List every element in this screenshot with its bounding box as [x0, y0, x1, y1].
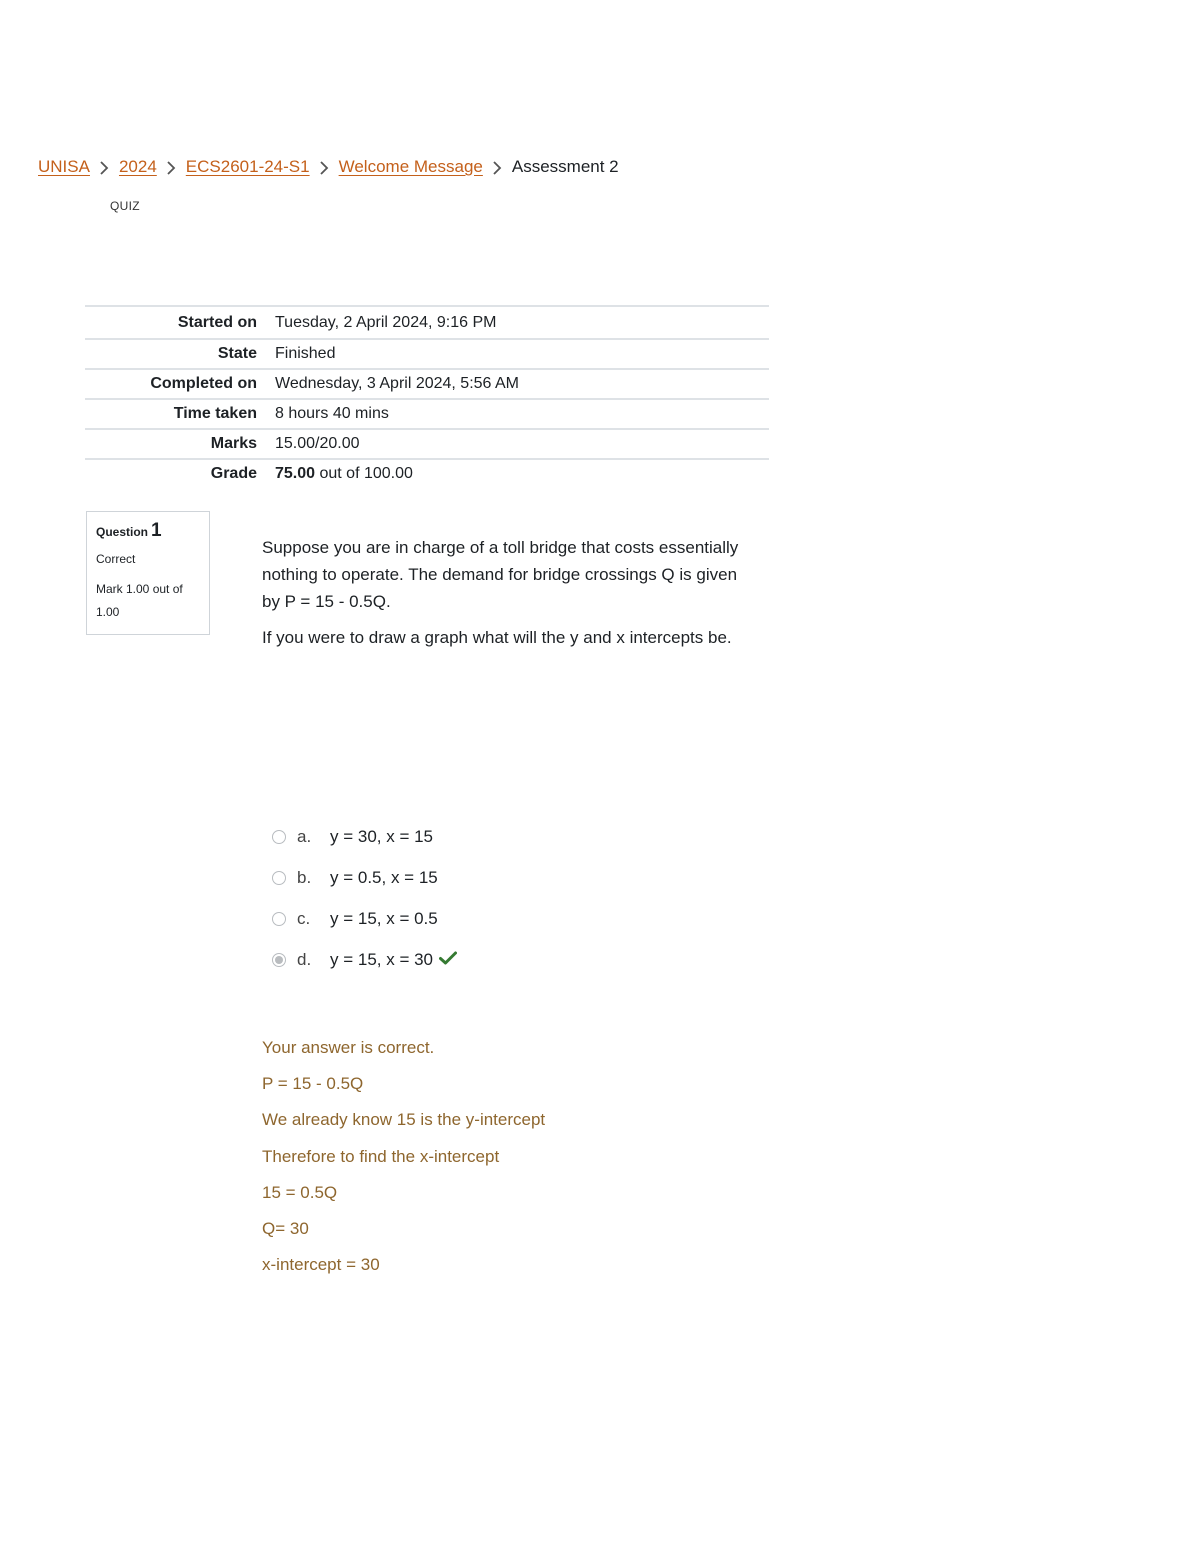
- summary-value: 15.00/20.00: [275, 435, 360, 452]
- breadcrumb-link-course[interactable]: ECS2601-24-S1: [185, 157, 310, 176]
- breadcrumb-link-year[interactable]: 2024: [118, 157, 157, 176]
- question-info-box: [86, 511, 210, 635]
- summary-label: Completed on: [150, 375, 257, 392]
- question-text: [262, 534, 752, 660]
- grade-out-of: out of 100.00: [315, 465, 413, 482]
- option-letter: b.: [297, 867, 312, 887]
- question-number-value: 1: [151, 520, 162, 541]
- grade-value: 75.00: [275, 465, 316, 482]
- answer-option-a[interactable]: [272, 816, 457, 857]
- option-text: y = 30, x = 15: [330, 826, 434, 846]
- feedback-line: Q= 30: [262, 1218, 309, 1238]
- summary-label: Grade: [210, 465, 257, 482]
- feedback-line: x-intercept = 30: [262, 1255, 380, 1275]
- chevron-right-icon: [310, 157, 339, 177]
- summary-row-time-taken: [85, 399, 769, 429]
- summary-value: 8 hours 40 mins: [275, 405, 389, 422]
- radio-button[interactable]: [272, 912, 286, 926]
- radio-button[interactable]: [272, 871, 286, 885]
- summary-value: [275, 459, 769, 488]
- summary-value: Tuesday, 2 April 2024, 9:16 PM: [275, 313, 497, 331]
- question-grade: Mark 1.00 out of 1.00: [96, 582, 183, 619]
- breadcrumb-current: Assessment 2: [511, 157, 619, 176]
- breadcrumb: [38, 157, 619, 177]
- summary-row-grade: [85, 459, 769, 488]
- question-state: Correct: [96, 552, 136, 566]
- chevron-right-icon: [483, 157, 512, 177]
- feedback-line: 15 = 0.5Q: [262, 1182, 338, 1202]
- summary-row-state: [85, 339, 769, 369]
- question-text-paragraph: Suppose you are in charge of a toll bridge that costs essentially nothing to operate. The demand for bridge crossings Q is given by P = 15 - 0.5Q.: [262, 538, 739, 611]
- option-text: y = 15, x = 30: [330, 949, 434, 969]
- summary-row-started: [85, 306, 769, 339]
- option-letter: c.: [297, 908, 311, 928]
- radio-button[interactable]: [272, 830, 286, 844]
- answer-feedback: [262, 1036, 545, 1289]
- summary-value: Wednesday, 3 April 2024, 5:56 AM: [275, 375, 520, 392]
- summary-value: Finished: [275, 345, 336, 362]
- answer-option-d[interactable]: [272, 939, 457, 980]
- summary-row-completed: [85, 369, 769, 399]
- question-label: Question: [96, 525, 149, 539]
- answer-option-c[interactable]: [272, 898, 457, 939]
- question-text-paragraph: If you were to draw a graph what will the y and x intercepts be.: [262, 628, 732, 647]
- option-text: y = 0.5, x = 15: [330, 867, 438, 887]
- summary-label: Started on: [177, 313, 257, 331]
- feedback-line: P = 15 - 0.5Q: [262, 1074, 364, 1094]
- summary-label: State: [217, 345, 257, 362]
- option-letter: d.: [297, 949, 312, 969]
- chevron-right-icon: [157, 157, 186, 177]
- option-text: y = 15, x = 0.5: [330, 908, 438, 928]
- feedback-line: Therefore to find the x-intercept: [262, 1146, 500, 1166]
- answer-options: [272, 816, 457, 980]
- summary-label: Marks: [210, 435, 257, 452]
- module-type-label: QUIZ: [110, 199, 140, 213]
- feedback-line: We already know 15 is the y-intercept: [262, 1110, 546, 1130]
- summary-row-marks: [85, 429, 769, 459]
- question-number: [96, 520, 200, 542]
- summary-label: Time taken: [173, 405, 257, 422]
- check-icon: [439, 950, 457, 970]
- feedback-line: Your answer is correct.: [262, 1038, 435, 1057]
- attempt-summary-table: [85, 305, 769, 488]
- chevron-right-icon: [90, 157, 119, 177]
- answer-option-b[interactable]: [272, 857, 457, 898]
- breadcrumb-link-section[interactable]: Welcome Message: [338, 157, 483, 176]
- option-letter: a.: [297, 826, 312, 846]
- breadcrumb-link-unisa[interactable]: UNISA: [38, 157, 90, 176]
- radio-button-selected[interactable]: [272, 953, 286, 967]
